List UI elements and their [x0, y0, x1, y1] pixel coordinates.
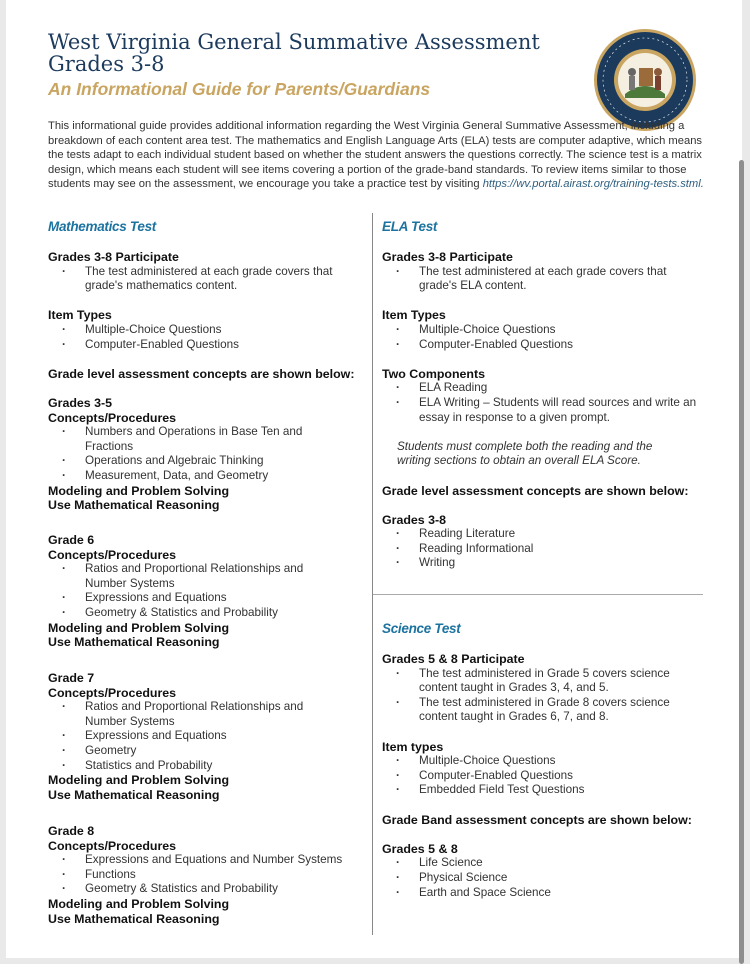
- list-item: · Embedded Field Test Questions: [382, 783, 707, 798]
- list-item: · The test administered at each grade covers that grade's mathematics content.: [48, 265, 368, 294]
- list-item: · Expressions and Equations and Number Systems: [48, 853, 370, 868]
- math-concepts-intro: Grade level assessment concepts are shown below:: [48, 366, 355, 381]
- list-item: · Functions: [48, 868, 370, 883]
- list-item: · Earth and Space Science: [382, 886, 707, 901]
- modeling-heading: Modeling and Problem Solving: [48, 896, 230, 911]
- grade-heading: Grades 3-8: [382, 512, 447, 527]
- list-item: · Reading Literature: [382, 527, 707, 542]
- science-participate-heading: Grades 5 & 8 Participate: [382, 652, 525, 666]
- reasoning-heading: Use Mathematical Reasoning: [48, 787, 220, 802]
- math-grade-7: [48, 671, 368, 802]
- subtitle: An Informational Guide for Parents/Guardians: [48, 79, 431, 99]
- list-item: · Computer-Enabled Questions: [382, 769, 707, 784]
- ela-note: Students must complete both the reading and the writing sections to obtain an overall ELA Score.: [397, 439, 653, 468]
- math-overview: [48, 250, 368, 513]
- list-item: · The test administered in Grade 5 covers science content taught in Grades 3, 4, and 5.: [382, 667, 707, 696]
- list-item: · Physical Science: [382, 871, 707, 886]
- concepts-heading: Concepts/Procedures: [48, 410, 177, 425]
- math-participate-heading: Grades 3-8 Participate: [48, 250, 179, 264]
- section-divider: [373, 594, 703, 595]
- reasoning-heading: Use Mathematical Reasoning: [48, 498, 220, 513]
- practice-test-link[interactable]: https://wv.portal.airast.org/training-tests.stml.: [482, 178, 704, 191]
- list-item: · Multiple-Choice Questions: [48, 323, 368, 338]
- list-item: · The test administered at each grade covers that grade's ELA content.: [382, 265, 707, 294]
- list-item: · Computer-Enabled Questions: [382, 338, 707, 353]
- list-item: · Operations and Algebraic Thinking: [48, 454, 368, 469]
- intro-paragraph: [48, 119, 718, 192]
- science-concepts-intro: Grade Band assessment concepts are shown below:: [382, 812, 692, 827]
- list-item: · Statistics and Probability: [48, 759, 368, 774]
- column-divider: [372, 213, 373, 935]
- modeling-heading: Modeling and Problem Solving: [48, 483, 230, 498]
- ela-participate-heading: Grades 3-8 Participate: [382, 250, 513, 264]
- math-grade-8: [48, 824, 370, 926]
- ela-test-heading: ELA Test: [382, 219, 438, 234]
- list-item: · Computer-Enabled Questions: [48, 338, 368, 353]
- grade-heading: Grade 7: [48, 671, 95, 685]
- grade-heading: Grades 3-5: [48, 395, 113, 410]
- list-item: · Geometry & Statistics and Probability: [48, 882, 370, 897]
- ela-components-heading: Two Components: [382, 366, 486, 381]
- title-line1: West Virginia General Summative Assessment: [48, 30, 540, 54]
- wv-department-of-education-seal: [592, 28, 698, 132]
- list-item: · Expressions and Equations: [48, 591, 368, 606]
- intro-text: This informational guide provides additional information regarding the West Virginia General Summative Assessment, including a breakdown of each content area test. The mathematics and English Language Arts (ELA) tests are computer adaptive, which means the tests adapt to each individual student based on whether the student answers the questions correctly. The science test is a matrix design, which means each student will see items covering a portion of the grade-band standards. To review items similar to those students may see on the assessment, we encourage you take a practice test by visiting: [48, 120, 703, 191]
- scrollbar[interactable]: [739, 160, 744, 964]
- grade-heading: Grade 6: [48, 533, 95, 547]
- grade-heading: Grade 8: [48, 824, 95, 838]
- math-grade-6: [48, 533, 368, 650]
- list-item: · Expressions and Equations: [48, 729, 368, 744]
- science-item-types-heading: Item types: [382, 739, 444, 754]
- ela-section: [382, 250, 707, 571]
- reasoning-heading: Use Mathematical Reasoning: [48, 635, 220, 650]
- list-item: · Geometry: [48, 744, 368, 759]
- list-item: · Numbers and Operations in Base Ten and Fractions: [48, 425, 338, 454]
- modeling-heading: Modeling and Problem Solving: [48, 773, 230, 788]
- list-item: · Measurement, Data, and Geometry: [48, 469, 368, 484]
- list-item: · Life Science: [382, 856, 707, 871]
- concepts-heading: Concepts/Procedures: [48, 685, 177, 700]
- science-section: [382, 652, 707, 900]
- list-item: · ELA Reading: [382, 381, 707, 396]
- science-test-heading: Science Test: [382, 621, 461, 636]
- concepts-heading: Concepts/Procedures: [48, 838, 177, 853]
- list-item: · Ratios and Proportional Relationships and Number Systems: [48, 700, 348, 729]
- math-test-heading: Mathematics Test: [48, 219, 156, 234]
- grade-heading: Grades 5 & 8: [382, 841, 458, 856]
- list-item: · Writing: [382, 556, 707, 571]
- math-item-types-heading: Item Types: [48, 308, 112, 323]
- ela-concepts-intro: Grade level assessment concepts are shown below:: [382, 483, 689, 498]
- modeling-heading: Modeling and Problem Solving: [48, 620, 230, 635]
- concepts-heading: Concepts/Procedures: [48, 547, 177, 562]
- title-line2: Grades 3-8: [48, 52, 165, 76]
- list-item: · The test administered in Grade 8 covers science content taught in Grades 6, 7, and 8.: [382, 696, 707, 725]
- reasoning-heading: Use Mathematical Reasoning: [48, 911, 220, 926]
- list-item: · Multiple-Choice Questions: [382, 323, 707, 338]
- list-item: · Multiple-Choice Questions: [382, 754, 707, 769]
- ela-item-types-heading: Item Types: [382, 308, 446, 323]
- list-item: · ELA Writing – Students will read sources and write an essay in response to a given prompt.: [382, 396, 707, 425]
- list-item: · Ratios and Proportional Relationships and Number Systems: [48, 562, 348, 591]
- list-item: · Geometry & Statistics and Probability: [48, 606, 368, 621]
- list-item: · Reading Informational: [382, 542, 707, 557]
